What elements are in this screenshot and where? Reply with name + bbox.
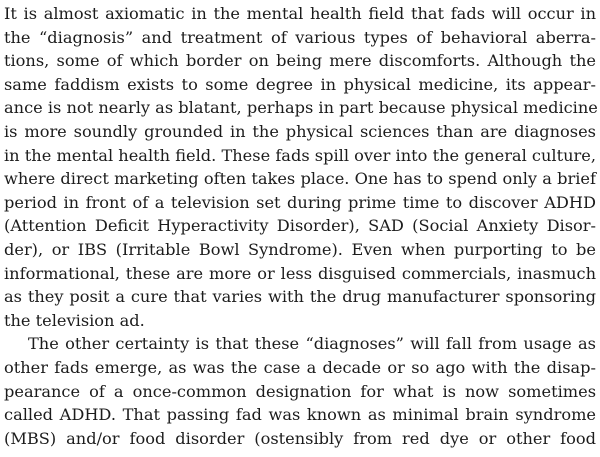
text-line: pearance of a once-common designation for what is now sometimes xyxy=(4,381,596,401)
text-line: same faddism exists to some degree in physical medicine, its appear- xyxy=(4,74,596,94)
text-line: where direct marketing often takes place. One has to spend only a brief xyxy=(4,169,596,189)
text-line: (MBS) and/or food disorder (ostensibly from red dye or other food xyxy=(4,428,596,448)
text-line: period in front of a television set during prime time to discover ADHD xyxy=(4,192,596,212)
text-line: tions, some of which border on being mere discomforts. Although the xyxy=(4,51,596,71)
text-line: the “diagnosis” and treatment of various types of behavioral aberra- xyxy=(4,27,596,47)
text-line: as they posit a cure that varies with the drug manufacturer sponsoring xyxy=(4,287,596,307)
text-line: other fads emerge, as was the case a decade or so ago with the disap- xyxy=(4,357,596,377)
text-line: the television ad. xyxy=(4,310,145,330)
paragraph-1 xyxy=(4,2,596,332)
text-line: is more soundly grounded in the physical sciences than are diagnoses xyxy=(4,121,596,141)
document-page xyxy=(4,2,596,450)
text-line: in the mental health field. These fads spill over into the general culture, xyxy=(4,145,596,165)
paragraph-2 xyxy=(4,332,596,450)
text-line: called ADHD. That passing fad was known as minimal brain syndrome xyxy=(4,405,596,425)
text-line: der), or IBS (Irritable Bowl Syndrome). Even when purporting to be xyxy=(4,239,596,259)
text-line: The other certainty is that these “diagnoses” will fall from usage as xyxy=(28,334,596,354)
text-line: It is almost axiomatic in the mental health field that fads will occur in xyxy=(4,4,596,23)
text-line: ance is not nearly as blatant, perhaps in part because physical medicine xyxy=(4,98,598,118)
text-line: informational, these are more or less disguised commercials, inasmuch xyxy=(4,263,596,283)
text-line: (Attention Deficit Hyperactivity Disorder), SAD (Social Anxiety Disor- xyxy=(4,216,596,236)
